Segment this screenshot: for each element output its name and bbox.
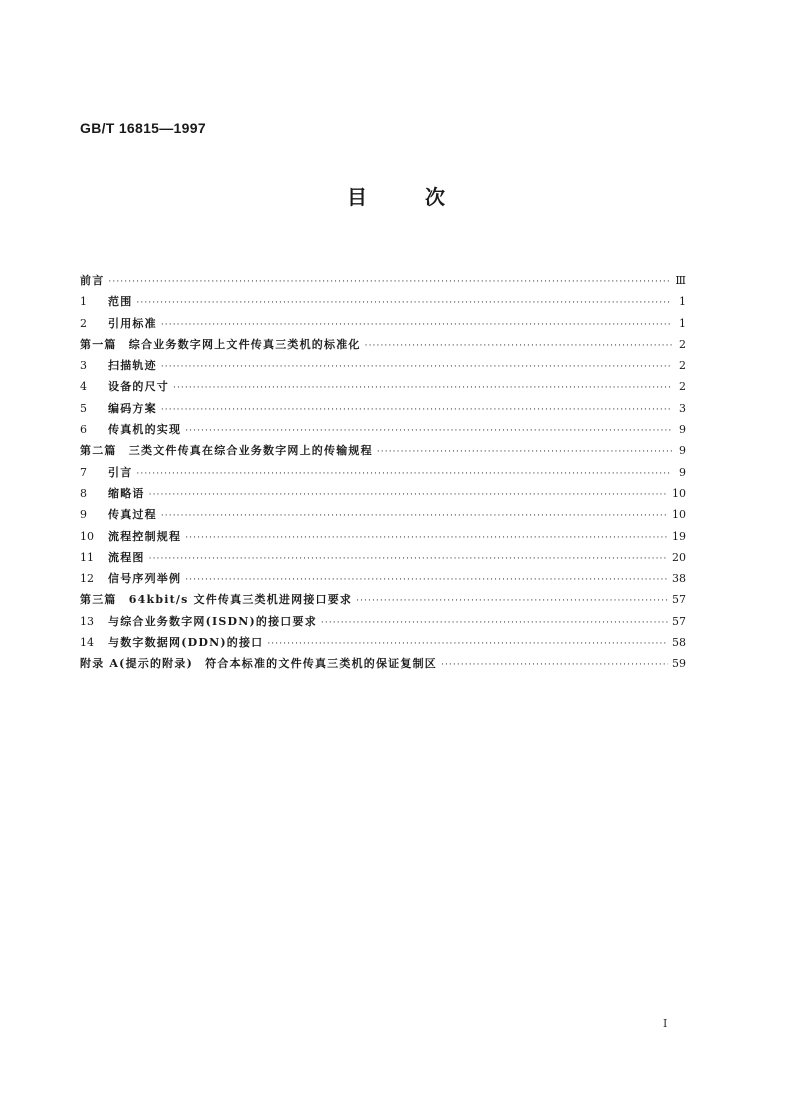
toc-entry-label: 编码方案 bbox=[108, 401, 157, 415]
toc-entry[interactable] bbox=[80, 528, 686, 549]
toc-title-char-1: 目 bbox=[347, 185, 367, 209]
toc-dot-leader bbox=[185, 575, 668, 585]
toc-dot-leader bbox=[377, 447, 672, 457]
toc-entry-label: 信号序列举例 bbox=[108, 572, 182, 586]
toc-title-char-2: 次 bbox=[425, 185, 445, 209]
toc-entry-page: 20 bbox=[672, 550, 686, 564]
toc-entry[interactable] bbox=[80, 591, 686, 612]
toc-entry-number: 7 bbox=[80, 465, 87, 479]
toc-entry-page: 19 bbox=[672, 529, 686, 543]
toc-dot-leader bbox=[161, 320, 672, 330]
toc-entry-page: 2 bbox=[679, 359, 686, 373]
standard-number: GB/T 16815—1997 bbox=[80, 120, 206, 136]
toc-entry-page: Ⅲ bbox=[675, 274, 686, 287]
table-of-contents bbox=[80, 272, 686, 677]
toc-entry[interactable] bbox=[80, 464, 686, 485]
toc-entry-label: 流程控制规程 bbox=[108, 529, 182, 543]
toc-entry[interactable] bbox=[80, 336, 686, 357]
toc-dot-leader bbox=[149, 554, 668, 564]
toc-dot-leader bbox=[136, 469, 672, 479]
toc-entry[interactable] bbox=[80, 272, 686, 293]
toc-entry-number: 10 bbox=[80, 529, 94, 543]
toc-dot-leader bbox=[185, 426, 672, 436]
toc-entry-page: 9 bbox=[679, 465, 686, 479]
toc-entry[interactable] bbox=[80, 485, 686, 506]
toc-dot-leader bbox=[441, 660, 668, 670]
toc-entry-label: 流程图 bbox=[108, 550, 145, 564]
toc-entry-label: 与综合业务数字网(ISDN)的接口要求 bbox=[108, 614, 317, 628]
toc-entry-label: 与数字数据网(DDN)的接口 bbox=[108, 636, 264, 650]
toc-entry[interactable] bbox=[80, 293, 686, 314]
toc-entry-label: 附录 A(提示的附录) 符合本标准的文件传真三类机的保证复制区 bbox=[80, 657, 437, 671]
toc-entry-page: 57 bbox=[672, 614, 686, 628]
toc-entry-page: 2 bbox=[679, 337, 686, 351]
toc-entry-page: 9 bbox=[679, 444, 686, 458]
toc-entry-number: 13 bbox=[80, 614, 94, 628]
toc-dot-leader bbox=[356, 596, 668, 606]
toc-title bbox=[0, 181, 792, 210]
toc-entry-label: 扫描轨迹 bbox=[108, 359, 157, 373]
toc-entry-page: 38 bbox=[672, 572, 686, 586]
toc-entry-page: 3 bbox=[679, 401, 686, 415]
toc-entry-number: 8 bbox=[80, 486, 87, 500]
toc-entry-page: 58 bbox=[672, 636, 686, 650]
toc-entry-label: 范围 bbox=[108, 295, 133, 309]
toc-entry-number: 4 bbox=[80, 380, 87, 394]
toc-entry-page: 2 bbox=[679, 380, 686, 394]
toc-entry-label: 第三篇 64kbit/s 文件传真三类机进网接口要求 bbox=[80, 593, 353, 607]
toc-entry-page: 1 bbox=[679, 316, 686, 330]
toc-dot-leader bbox=[267, 639, 668, 649]
toc-entry-number: 12 bbox=[80, 572, 94, 586]
toc-entry[interactable] bbox=[80, 442, 686, 463]
toc-entry[interactable] bbox=[80, 357, 686, 378]
toc-entry[interactable] bbox=[80, 378, 686, 399]
toc-dot-leader bbox=[108, 277, 671, 287]
toc-entry-label: 设备的尺寸 bbox=[108, 380, 169, 394]
page-number: I bbox=[663, 1017, 668, 1030]
toc-dot-leader bbox=[365, 341, 672, 351]
toc-entry-number: 2 bbox=[80, 316, 87, 330]
toc-entry[interactable] bbox=[80, 570, 686, 591]
toc-entry-number: 3 bbox=[80, 359, 87, 373]
toc-dot-leader bbox=[149, 490, 668, 500]
toc-entry-label: 传真机的实现 bbox=[108, 423, 182, 437]
toc-dot-leader bbox=[136, 298, 672, 308]
toc-entry[interactable] bbox=[80, 655, 686, 676]
toc-dot-leader bbox=[185, 533, 668, 543]
toc-dot-leader bbox=[161, 405, 672, 415]
toc-dot-leader bbox=[161, 362, 672, 372]
toc-entry-label: 传真过程 bbox=[108, 508, 157, 522]
toc-entry-number: 1 bbox=[80, 295, 87, 309]
toc-entry-number: 11 bbox=[80, 550, 94, 564]
toc-dot-leader bbox=[161, 511, 668, 521]
toc-entry-page: 9 bbox=[679, 423, 686, 437]
toc-dot-leader bbox=[321, 618, 668, 628]
toc-entry-label: 前言 bbox=[80, 274, 105, 287]
toc-entry-page: 10 bbox=[672, 508, 686, 522]
toc-entry-number: 6 bbox=[80, 423, 87, 437]
toc-entry-label: 引用标准 bbox=[108, 316, 157, 330]
toc-entry-label: 第二篇 三类文件传真在综合业务数字网上的传输规程 bbox=[80, 444, 373, 458]
toc-entry-page: 10 bbox=[672, 486, 686, 500]
toc-entry-number: 9 bbox=[80, 508, 87, 522]
toc-entry[interactable] bbox=[80, 506, 686, 527]
toc-entry-page: 57 bbox=[672, 593, 686, 607]
toc-entry-number: 14 bbox=[80, 636, 94, 650]
toc-entry[interactable] bbox=[80, 549, 686, 570]
toc-entry-label: 第一篇 综合业务数字网上文件传真三类机的标准化 bbox=[80, 337, 361, 351]
toc-entry[interactable] bbox=[80, 613, 686, 634]
toc-entry-label: 引言 bbox=[108, 465, 133, 479]
toc-entry[interactable] bbox=[80, 634, 686, 655]
toc-entry[interactable] bbox=[80, 421, 686, 442]
toc-entry[interactable] bbox=[80, 315, 686, 336]
toc-entry-label: 缩略语 bbox=[108, 486, 145, 500]
toc-entry-page: 1 bbox=[679, 295, 686, 309]
toc-entry-number: 5 bbox=[80, 401, 87, 415]
toc-entry[interactable] bbox=[80, 400, 686, 421]
toc-dot-leader bbox=[173, 383, 672, 393]
toc-entry-page: 59 bbox=[672, 657, 686, 671]
